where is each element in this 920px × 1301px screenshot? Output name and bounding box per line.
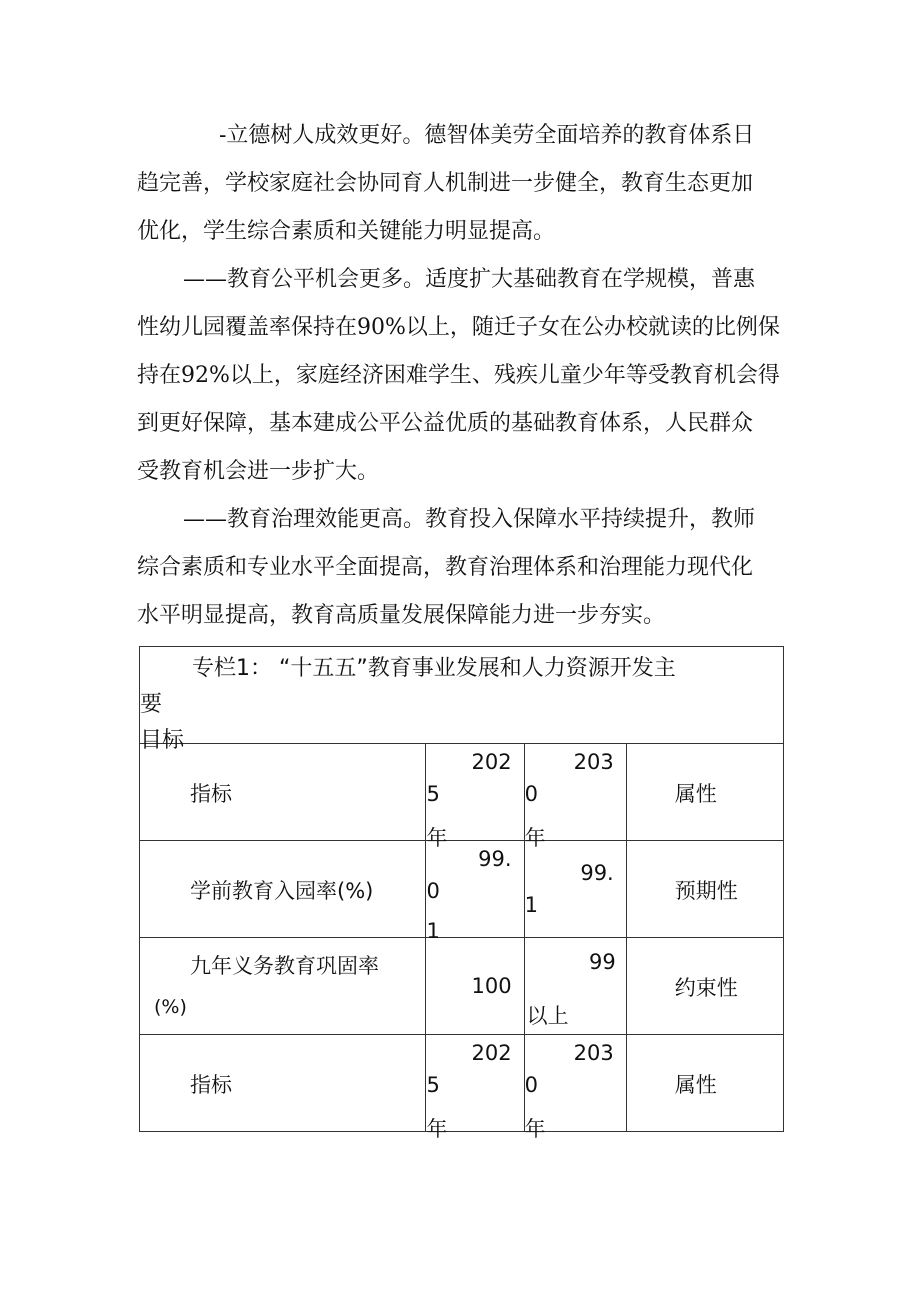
- header-2025-b: 5: [426, 782, 440, 806]
- table-title-cell: [140, 647, 784, 753]
- row-indicator: 学前教育入园率(%): [190, 879, 374, 903]
- para-line: 水平明显提高，教育高质量发展保障能力进一步夯实。: [137, 603, 666, 628]
- row-2030-a: 99: [589, 950, 616, 974]
- row-indicator-b: (%): [154, 996, 187, 1018]
- para-line: 优化，学生综合素质和关键能力明显提高。: [137, 219, 556, 244]
- para-line: ——教育公平机会更多。适度扩大基础教育在学规模，普惠: [183, 267, 756, 292]
- header-indicator: 指标: [190, 782, 232, 806]
- header-2025-a: 202: [471, 1041, 512, 1065]
- header-2030-a: 203: [573, 750, 614, 774]
- row-2030-b: 1: [524, 893, 538, 917]
- header-2030-c: 年: [524, 1117, 546, 1141]
- header-indicator: 指标: [190, 1073, 232, 1097]
- table-title-cont: 要: [140, 692, 163, 717]
- row-attribute: 预期性: [674, 879, 738, 903]
- row-2030-b: 以上: [526, 1004, 569, 1028]
- header-2030-b: 0: [524, 782, 538, 806]
- header-attribute: 属性: [674, 1073, 717, 1097]
- row-2025-b: 0: [426, 879, 440, 903]
- row-indicator-a: 九年义务教育巩固率: [190, 954, 379, 978]
- goals-table: [139, 646, 784, 1141]
- paragraph-moral-education: [137, 112, 783, 256]
- row-attribute: 约束性: [674, 976, 738, 1000]
- table-row-header: [140, 744, 784, 841]
- header-2025-a: 202: [471, 750, 512, 774]
- paragraph-education-equity: [137, 256, 783, 496]
- para-line: 到更好保障，基本建成公平公益优质的基础教育体系，人民群众: [137, 411, 754, 436]
- row-2025-a: 99.: [478, 847, 512, 871]
- row-2030-a: 99.: [580, 861, 614, 885]
- para-line: 综合素质和专业水平全面提高，教育治理体系和治理能力现代化: [137, 555, 754, 580]
- para-line: -立德树人成效更好。德智体美劳全面培养的教育体系日: [219, 123, 755, 148]
- header-2030-a: 203: [573, 1041, 614, 1065]
- header-2030-b: 0: [524, 1073, 538, 1097]
- para-line: 性幼儿园覆盖率保持在90%以上，随迁子女在公办校就读的比例保: [137, 315, 780, 340]
- para-line: ——教育治理效能更高。教育投入保障水平持续提升，教师: [183, 507, 756, 532]
- header-2025-c: 年: [426, 1117, 448, 1141]
- header-2025-b: 5: [426, 1073, 440, 1097]
- para-line: 趋完善，学校家庭社会协同育人机制进一步健全，教育生态更加: [137, 171, 754, 196]
- header-2025-c: 年: [426, 826, 448, 850]
- header-2030-c: 年: [524, 826, 546, 850]
- table-title: 专栏1： “十五五”教育事业发展和人力资源开发主: [192, 656, 676, 681]
- row-2025-c: 1: [426, 919, 440, 943]
- paragraph-education-governance: [137, 496, 783, 640]
- table-row: [140, 841, 784, 938]
- para-line: 受教育机会进一步扩大。: [137, 459, 380, 484]
- row-2025: 100: [471, 974, 512, 998]
- para-line: 持在92%以上，家庭经济困难学生、残疾儿童少年等受教育机会得: [137, 363, 780, 388]
- table-row-header-repeat: [140, 1035, 784, 1132]
- table-row: [140, 938, 784, 1035]
- table-title-cut: 目标: [140, 728, 185, 753]
- header-attribute: 属性: [674, 782, 717, 806]
